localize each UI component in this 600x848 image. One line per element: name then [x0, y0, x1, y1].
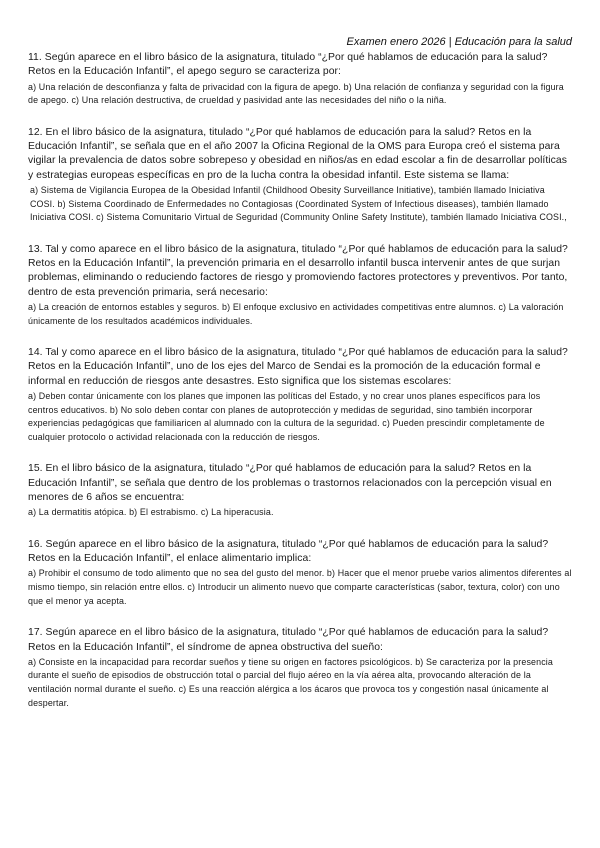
question-stem: 11. Según aparece en el libro básico de la asignatura, titulado “¿Por qué hablamos de educación para la salud? Retos en la Educación Infantil”, el apego seguro se caracteriza por: — [28, 52, 548, 78]
question-options: a) Consiste en la incapacidad para recordar sueños y tiene su origen en factores psicológicos. b) Se caracteriza por la presencia durante el sueño de episodios de obstrucción total o parcial del flujo aéreo en la vía aérea alta, provocando alteración de la ventilación normal durante el sueño. c) Es una reacción alérgica a los ácaros que provoca tos y congestión nasal únicamente al despertar. — [28, 656, 554, 708]
question-options: a) Deben contar únicamente con los planes que imponen las políticas del Estado, y no crear unos planes específicos para los centros educativos. b) No solo deben contar con planes de autoprotección y medidas de seguridad, sino también incorporar experiencias pedagógicas que familiaricen al alumnado con la cultura de la seguridad. c) Pueden prescindir completamente de cualquier protocolo o actividad relacionada con la reducción de riesgos. — [28, 391, 545, 442]
question-14 — [28, 346, 572, 444]
question-list — [28, 51, 572, 728]
question-options: a) La creación de entornos estables y seguros. b) El enfoque exclusivo en actividades competitivas entre alumnos. c) La valoración únicamente de los resultados académicos individuales. — [28, 301, 564, 326]
question-options: a) Prohibir el consumo de todo alimento que no sea del gusto del menor. b) Hacer que el menor pruebe varios alimentos diferentes al mismo tiempo, sin relación entre ellos. c) Introducir un alimento nuevo que comparte características (sabor, textura, color) con uno que el menor ya acepta. — [28, 568, 572, 606]
question-stem: 14. Tal y como aparece en el libro básico de la asignatura, titulado “¿Por qué hablamos de educación para la salud? Retos en la Educación Infantil”, uno de los ejes del Marco de Sendai es la promoción de la educación formal e informal en reducción de riesgos ante desastres. Esto significa que los sistemas escolares: — [28, 347, 568, 387]
question-stem: 12. En el libro básico de la asignatura, titulado “¿Por qué hablamos de educación para la salud? Retos en la Educación Infantil”, se señala que en el año 2007 la Oficina Regional de la OMS para Europa creó el sistema para vigilar la prevalencia de datos sobre sobrepeso y obesidad en niños/as en edad escolar a fin de desarrollar políticas y estrategias europeas específicas en pro de la lucha contra la obesidad infantil. Este sistema se llama: — [28, 126, 567, 181]
question-stem: 17. Según aparece en el libro básico de la asignatura, titulado “¿Por qué hablamos de educación para la salud? Retos en la Educación Infantil”, el síndrome de apnea obstructiva del sueño: — [28, 627, 549, 653]
question-15 — [28, 462, 572, 519]
question-options: a) La dermatitis atópica. b) El estrabismo. c) La hiperacusia. — [28, 507, 274, 518]
question-options: a) Una relación de desconfianza y falta de privacidad con la figura de apego. b) Una relación de confianza y seguridad con la figura de apego. c) Una relación destructiva, de crueldad y pasividad ante las necesidades del niño o la niña. — [28, 81, 564, 106]
question-options: a) Sistema de Vigilancia Europea de la Obesidad Infantil (Childhood Obesity Surveillance Initiative), también llamado Iniciativa COSI. b) Sistema Coordinado de Enfermedades no Contagiosas (Coordinated System of Infectious diseases), también llamado Iniciativa COSI. c) Sistema Comunitario Virtual de Seguridad (Community Online Safety Institute), también llamado Iniciativa COSI., — [30, 184, 567, 223]
question-stem: 16. Según aparece en el libro básico de la asignatura, titulado “¿Por qué hablamos de educación para la salud? Retos en la Educación Infantil”, el enlace alimentario implica: — [28, 538, 549, 565]
question-13 — [28, 243, 572, 328]
page-header: Examen enero 2026 | Educación para la salud — [346, 36, 572, 48]
question-17 — [28, 626, 572, 710]
question-16 — [28, 538, 572, 608]
question-11 — [28, 51, 572, 108]
question-stem: 13. Tal y como aparece en el libro básico de la asignatura, titulado “¿Por qué hablamos de educación para la salud? Retos en la Educación Infantil”, la prevención primaria en el desarrollo infantil busca intervenir antes de que surjan problemas, eliminando o reduciendo factores de riesgo y promoviendo factores protectores y preventivos. Por tanto, dentro de esta prevención primaria, será necesario: — [28, 243, 568, 298]
question-12 — [28, 126, 572, 225]
question-stem: 15. En el libro básico de la asignatura, titulado “¿Por qué hablamos de educación para la salud? Retos en la Educación Infantil”, se señala que dentro de los problemas o trastornos relacionados con la percepción visual en menores de 6 años se encuentra: — [28, 463, 552, 503]
